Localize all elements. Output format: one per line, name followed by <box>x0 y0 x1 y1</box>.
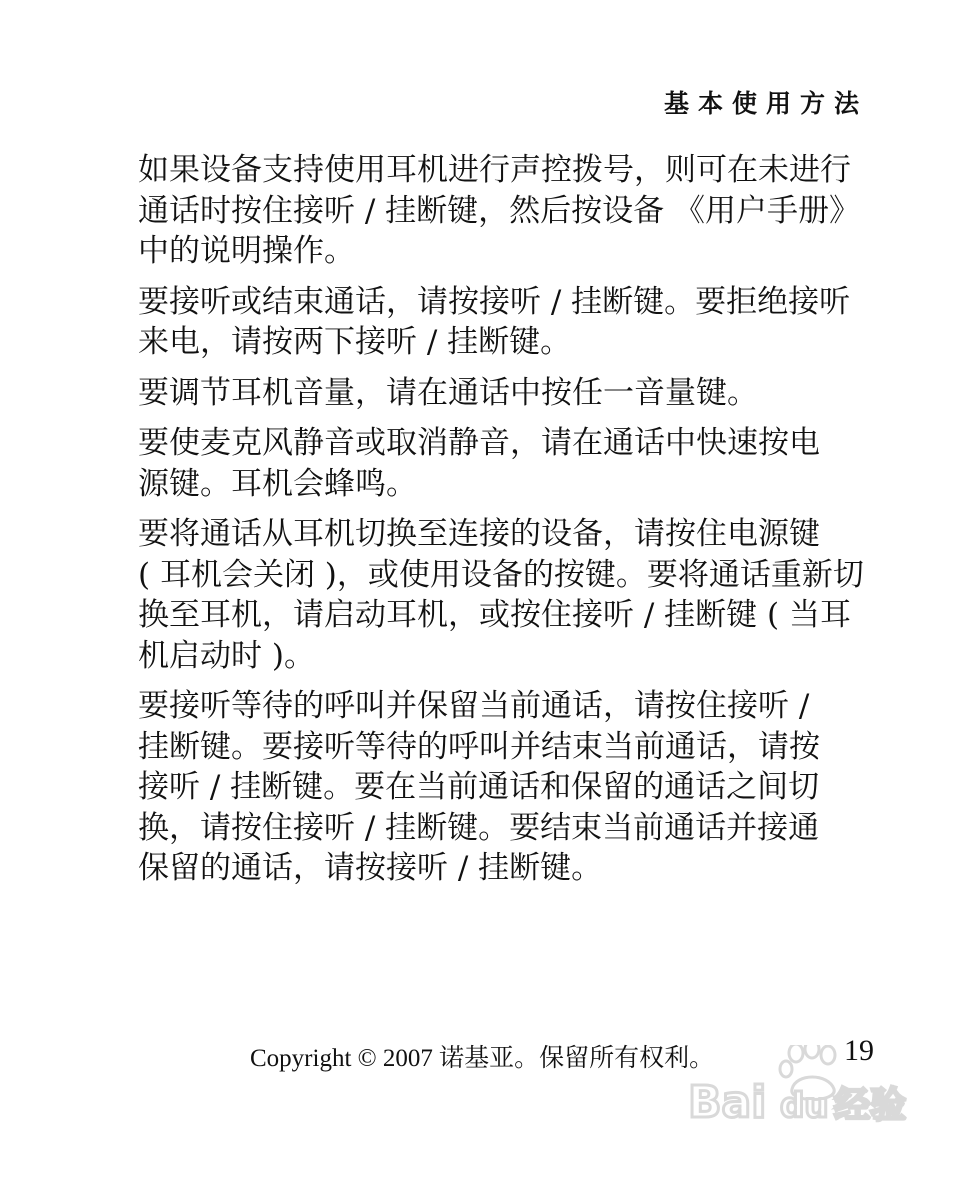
text-line: 要调节耳机音量，请在通话中按任一音量键。 <box>138 374 758 411</box>
text-line: 保留的通话，请按接听 / 挂断键。 <box>138 850 603 886</box>
paragraph-volume <box>138 373 878 414</box>
paragraph-switch-call <box>138 514 878 676</box>
text-line: 来电，请按两下接听 / 挂断键。 <box>138 324 572 360</box>
text-line: 换，请按住接听 / 挂断键。要结束当前通话并接通 <box>138 809 820 846</box>
paragraph-answer-end-call <box>138 282 878 363</box>
text-line: ( 耳机会关闭 )，或使用设备的按键。要将通话重新切 <box>138 556 864 593</box>
text-line: 通话时按住接听 / 挂断键，然后按设备 《用户手册》 <box>138 192 861 229</box>
text-line: 要使麦克风静音或取消静音，请在通话中快速按电 <box>138 425 820 461</box>
text-line: 如果设备支持使用耳机进行声控拨号，则可在未进行 <box>138 152 851 188</box>
text-line: 源键。耳机会蜂鸣。 <box>138 465 417 502</box>
text-line: 换至耳机，请启动耳机，或按住接听 / 挂断键 ( 当耳 <box>138 597 851 633</box>
text-line: 机启动时 )。 <box>138 637 315 674</box>
footer-copyright: Copyright © 2007 诺基亚。保留所有权利。 <box>250 1045 715 1072</box>
body-content <box>138 150 878 899</box>
page-header-title: 基本使用方法 <box>663 89 868 118</box>
text-line: 接听 / 挂断键。要在当前通话和保留的通话之间切 <box>138 769 820 805</box>
svg-text:经验: 经验 <box>834 1085 907 1126</box>
text-line: 要接听等待的呼叫并保留当前通话，请按住接听 / <box>138 688 810 724</box>
svg-text:Bai: Bai <box>688 1077 767 1128</box>
text-line: 挂断键。要接听等待的呼叫并结束当前通话，请按 <box>138 728 820 765</box>
baidu-jingyan-watermark-logo <box>688 1045 918 1155</box>
text-line: 要将通话从耳机切换至连接的设备，请按住电源键 <box>138 516 820 552</box>
svg-text:du: du <box>780 1086 829 1126</box>
text-line: 要接听或结束通话，请按接听 / 挂断键。要拒绝接听 <box>138 283 851 320</box>
text-line: 中的说明操作。 <box>138 233 355 269</box>
paragraph-call-waiting <box>138 686 878 889</box>
page-number: 19 <box>844 1034 874 1067</box>
paragraph-mute <box>138 423 878 504</box>
paragraph-voice-dialing <box>138 150 878 272</box>
